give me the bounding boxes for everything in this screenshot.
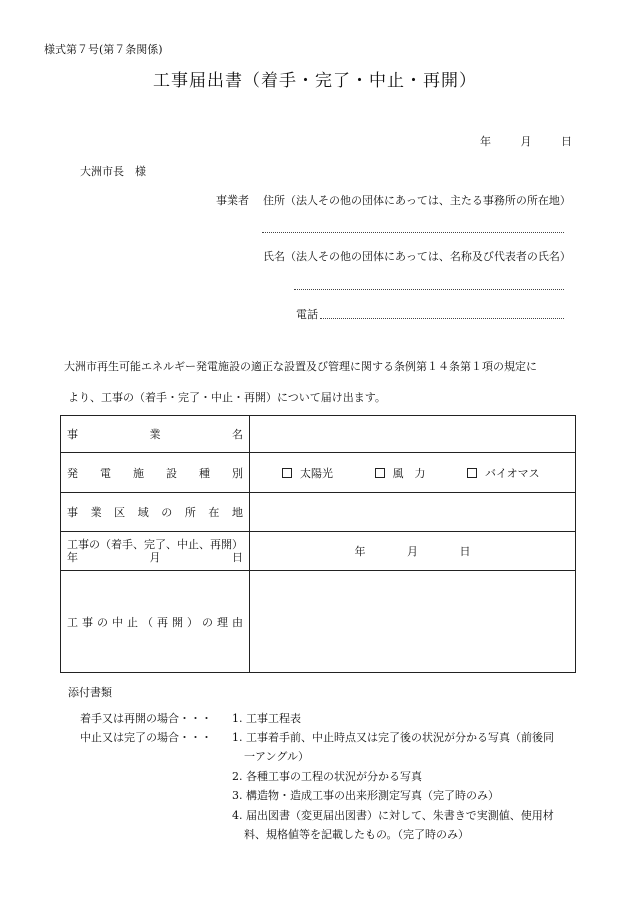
name-label: 氏名（法人その他の団体にあっては、名称及び代表者の氏名） <box>263 250 571 263</box>
attachment-item: 1. 工事工程表 <box>232 712 301 725</box>
reason-field[interactable] <box>250 571 576 673</box>
label-char: 再 <box>157 615 168 629</box>
label-char: 電 <box>100 466 111 480</box>
addressee: 大洲市長 様 <box>80 165 146 178</box>
option-solar[interactable] <box>282 465 333 481</box>
form-table <box>60 415 576 673</box>
location-label <box>61 493 250 532</box>
option-wind-label: 風 力 <box>392 466 426 480</box>
label-char: 開 <box>172 615 183 629</box>
label-char: 業 <box>149 428 161 441</box>
work-date-label-line-1: 工事の（着手、完了、中止、再開） <box>67 538 243 551</box>
option-solar-label: 太陽光 <box>300 466 333 480</box>
label-char: 別 <box>232 466 243 480</box>
label-char: 事 <box>67 428 78 441</box>
label-char: 年 <box>67 551 78 564</box>
form-number: 様式第７号(第７条関係) <box>44 43 163 56</box>
project-name-label <box>61 416 250 453</box>
body-text-line-1: 大洲市再生可能エネルギー発電施設の適正な設置及び管理に関する条例第１４条第１項の規定に <box>64 360 537 373</box>
work-date-field[interactable]: 年 月 日 <box>250 532 576 571</box>
label-char: 地 <box>231 506 243 519</box>
label-char: 事 <box>67 506 78 519</box>
attachment-item: 1. 工事着手前、中止時点又は完了後の状況が分かる写真（前後同 <box>232 731 554 744</box>
option-biomass-label: バイオマス <box>485 466 540 480</box>
label-char: 業 <box>90 506 102 519</box>
phone-field[interactable] <box>320 318 564 319</box>
table-row <box>61 493 576 532</box>
table-row <box>61 571 576 673</box>
label-char: 施 <box>133 466 144 480</box>
label-char: 月 <box>149 551 161 564</box>
label-char: 発 <box>67 466 78 480</box>
label-char: の <box>97 615 108 629</box>
label-char: 工 <box>67 615 78 629</box>
table-row <box>61 532 576 571</box>
attachments-group-1-label: 着手又は再開の場合・・・ <box>80 712 212 725</box>
document-title: 工事届出書（着手・完了・中止・再開） <box>153 71 477 91</box>
label-char: 日 <box>232 551 243 564</box>
attachment-item: 2. 各種工事の工程の状況が分かる写真 <box>232 770 422 783</box>
address-field[interactable] <box>262 232 564 233</box>
address-label: 住所（法人その他の団体にあっては、主たる事務所の所在地） <box>263 194 571 207</box>
table-row <box>61 453 576 493</box>
label-char: 由 <box>232 615 243 629</box>
label-char: 種 <box>199 466 210 480</box>
project-name-field[interactable] <box>250 416 576 453</box>
label-char: 中 <box>112 615 123 629</box>
label-char: 区 <box>114 506 126 519</box>
facility-type-options <box>250 453 576 493</box>
body-text-line-2: より、工事の（着手・完了・中止・再開）について届け出ます。 <box>68 391 386 404</box>
label-char: の <box>202 615 213 629</box>
label-char: 域 <box>137 506 149 519</box>
work-date-label <box>61 532 250 571</box>
attachment-item: 4. 届出図書（変更届出図書）に対して、朱書きで実測値、使用材 <box>232 809 554 822</box>
label-char: （ <box>142 615 153 629</box>
checkbox-solar[interactable] <box>282 468 292 478</box>
option-biomass[interactable] <box>467 465 540 481</box>
attachment-item: 3. 構造物・造成工事の出来形測定写真（完了時のみ） <box>232 789 499 802</box>
attachments-group-2-label: 中止又は完了の場合・・・ <box>80 731 212 744</box>
checkbox-biomass[interactable] <box>467 468 477 478</box>
checkbox-wind[interactable] <box>375 468 385 478</box>
label-char: 所 <box>184 506 196 519</box>
location-field[interactable] <box>250 493 576 532</box>
option-wind[interactable] <box>375 465 426 481</box>
name-field[interactable] <box>294 289 564 290</box>
label-char: 名 <box>232 428 243 441</box>
date-line: 年 月 日 <box>480 135 572 148</box>
reason-label <box>61 571 250 673</box>
label-char: の <box>161 506 173 519</box>
label-char: 止 <box>127 615 138 629</box>
facility-type-label <box>61 453 250 493</box>
label-char: ） <box>187 615 198 629</box>
attachment-item: 一アングル） <box>244 750 310 763</box>
label-char: 設 <box>166 466 177 480</box>
attachments-title: 添付書類 <box>68 686 112 699</box>
label-char: 在 <box>208 506 220 519</box>
phone-label: 電話 <box>296 308 318 321</box>
table-row <box>61 416 576 453</box>
attachment-item: 料、規格値等を記載したもの。（完了時のみ） <box>244 828 470 841</box>
label-char: 事 <box>82 615 93 629</box>
operator-label: 事業者 <box>216 194 249 207</box>
label-char: 理 <box>217 615 228 629</box>
